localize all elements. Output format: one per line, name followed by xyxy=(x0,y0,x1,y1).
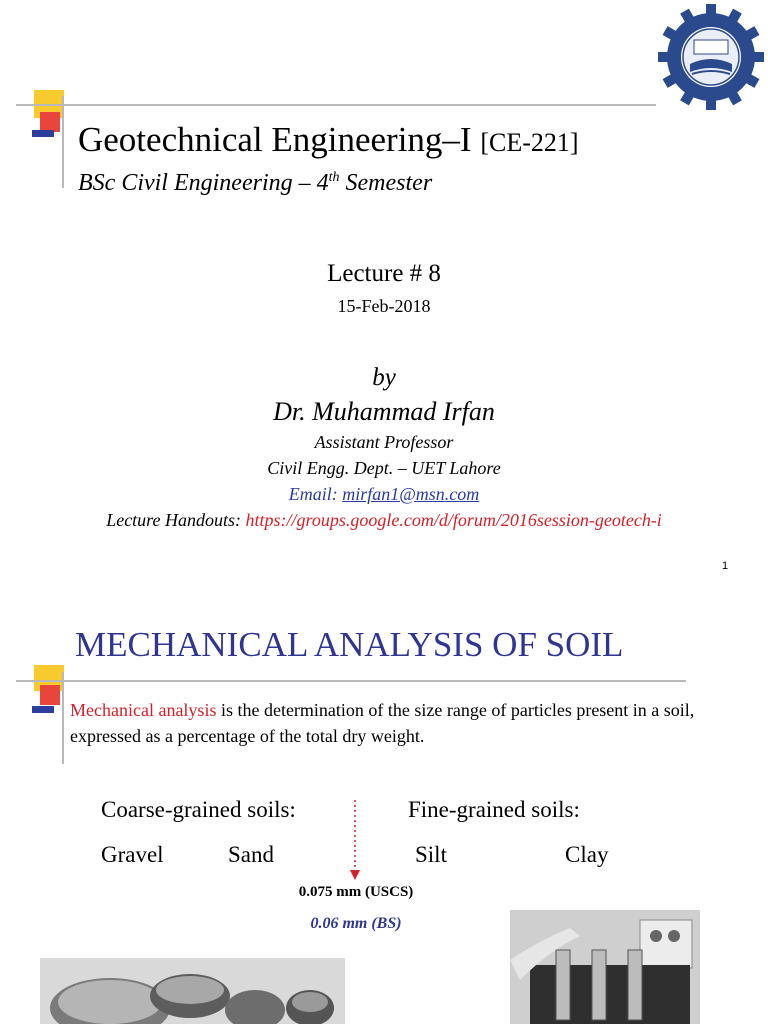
gravel-label: Gravel xyxy=(101,842,164,867)
fine-grained-label: Fine-grained soils: xyxy=(408,797,580,822)
handouts-link[interactable]: https://groups.google.com/d/forum/2016session-geotech-i xyxy=(245,510,662,530)
lecture-number: Lecture # 8 xyxy=(327,260,441,287)
course-code: [CE-221] xyxy=(480,128,579,157)
slide-decoration-red xyxy=(40,685,60,705)
coarse-grained-label: Coarse-grained soils: xyxy=(101,797,296,822)
course-title-text: Geotechnical Engineering–I xyxy=(78,120,472,159)
definition-term: Mechanical analysis xyxy=(70,700,217,720)
slide-decoration-rule xyxy=(16,680,686,682)
definition-text: is the determination of the size range of particles present in a soil, expressed as a percentage of the total dry weight. xyxy=(70,700,695,746)
slide-decoration-blue xyxy=(32,706,54,713)
clay-label: Clay xyxy=(565,842,609,867)
slide-decoration-vrule xyxy=(62,96,64,188)
boundary-bs: 0.06 mm (BS) xyxy=(310,915,402,932)
course-title xyxy=(78,120,579,160)
definition-paragraph xyxy=(70,697,750,749)
handouts-label: Lecture Handouts: xyxy=(106,510,246,530)
boundary-arrow xyxy=(348,800,362,884)
slide-decoration-blue xyxy=(32,130,54,137)
author-name: Dr. Muhammad Irfan xyxy=(273,397,495,426)
subtitle-sup: th xyxy=(328,170,340,185)
course-subtitle xyxy=(78,170,432,197)
by-label: by xyxy=(372,364,396,391)
lecture-date: 15-Feb-2018 xyxy=(337,296,431,316)
silt-label: Silt xyxy=(415,842,447,867)
author-department: Civil Engg. Dept. – UET Lahore xyxy=(267,458,501,478)
email-link[interactable]: mirfan1@msn.com xyxy=(342,484,480,504)
page-number: 1 xyxy=(722,560,729,572)
subtitle-suffix: Semester xyxy=(339,170,433,196)
sand-label: Sand xyxy=(228,842,274,867)
sieve-stack-photo xyxy=(40,958,345,1024)
university-logo xyxy=(656,2,766,112)
boundary-uscs: 0.075 mm (USCS) xyxy=(298,884,414,900)
slide-decoration-red xyxy=(40,112,60,132)
email-label: Email: xyxy=(288,484,343,504)
handouts-line xyxy=(0,510,768,531)
subtitle-text: BSc Civil Engineering – 4 xyxy=(78,170,329,196)
slide-decoration-vrule xyxy=(62,672,64,764)
hydrometer-test-photo xyxy=(510,910,700,1024)
author-role: Assistant Professor xyxy=(314,432,454,452)
slide-decoration-rule xyxy=(16,104,656,106)
slide-title: MECHANICAL ANALYSIS OF SOIL xyxy=(75,625,624,664)
email-line xyxy=(0,484,768,505)
